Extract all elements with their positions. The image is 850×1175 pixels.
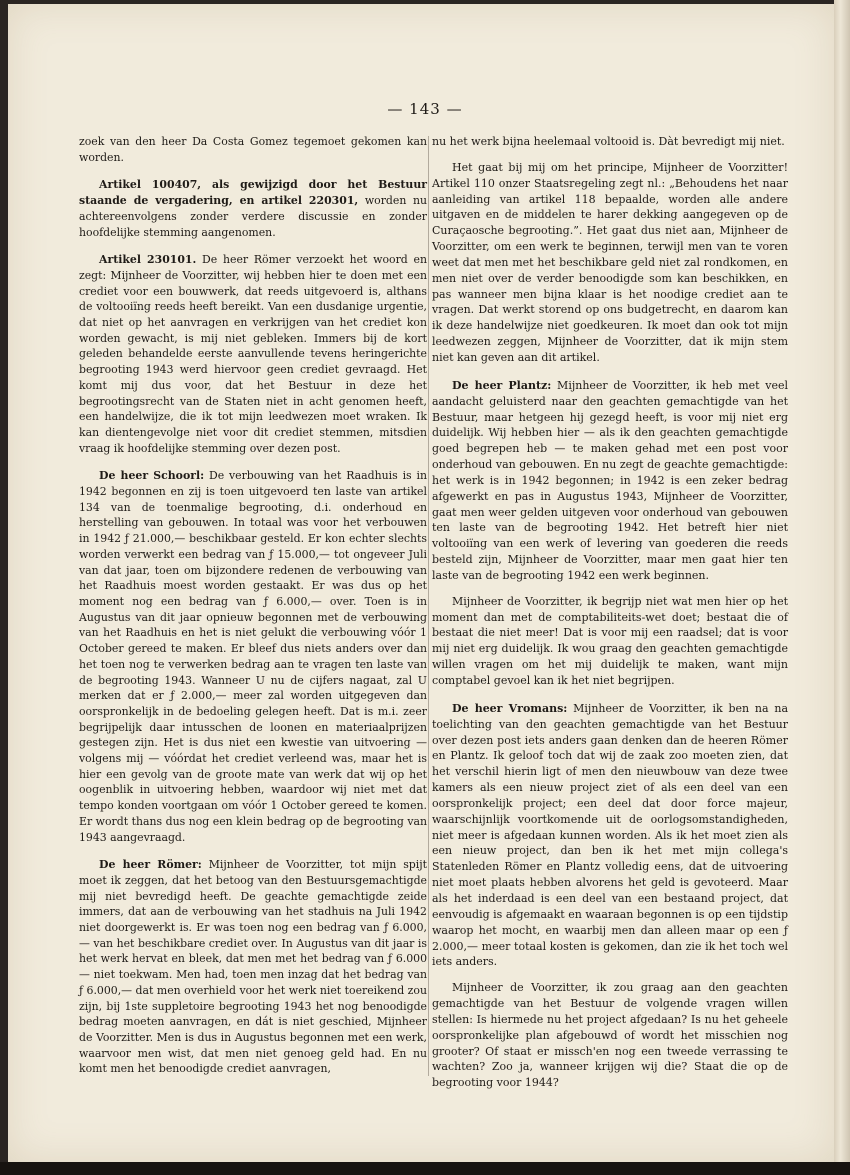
right-column (432, 134, 788, 1091)
paragraph: De heer Plantz: Mijnheer de Voorzitter, ik heb met veel aandacht geluisterd naar den geachten gemachtigde van het Bestuur, maar hetgeen hij gezegd heeft, is voor mij niet erg duidelijk. Wij hebben hier — als ik den geachten gemachtigde goed begrepen heb — te maken gehad met een post voor onderhoud van gebouwen. En nu zegt de geachte gemachtigde: het werk is in 1942 begonnen; in 1942 is een zeker bedrag afgewerkt en pas in Augustus 1943, Mijnheer de Voorzitter, gaat men weer gelden uitgeven voor onderhoud van gebouwen ten laste van de begrooting 1942. Het betreft hier niet voltooiïng van een werk of levering van goederen die reeds besteld zijn, Mijnheer de Voorzitter, maar men gaat hier ten laste van de begrooting 1942 een werk beginnen. (432, 378, 789, 582)
paragraph: De heer Vromans: Mijnheer de Voorzitter, ik ben na na toelichting van den geachten gemachtigde van het Bestuur over dezen post iets anders gaan denken dan de heeren Römer en Plantz. Ik geloof toch dat wij de zaak zoo moeten zien, dat het verschil hierin ligt of men den nieuwbouw van deze twee kamers als een nieuw project ziet of als een deel van een oorspronkelijk project; een deel dat door force majeur, waarschijnlijk voortkomende uit de oorlogsomstandigheden, niet meer is afgedaan kunnen worden. Als ik het moet zien als een nieuw project, dan ben ik het met mijn collega's Statenleden Römer en Plantz volledig eens, dat de uitvoering niet moet plaats hebben alvorens het geld is gevoteerd. Maar als het inderdaad is een deel van een bestaand project, dat eenvoudig is afgemaakt en waaraan begonnen is op een tijdstip waarop het mocht, en waarbij men dan alleen maar op een ƒ 2.000,— meer totaal kosten is gekomen, dan zie ik het toch wel iets anders. (432, 701, 789, 969)
speaker-label: Artikel 100407, als gewijzigd door het Bestuur staande de vergadering, en artikel 220301, (79, 178, 427, 208)
scan-border-bottom (0, 1162, 850, 1175)
paragraph: Artikel 230101. De heer Römer verzoekt het woord en zegt: Mijnheer de Voorzitter, wij hebben hier te doen met een crediet voor een bouwwerk, dat reeds uitgevoerd is, althans de voltooiïng reeds heeft bereikt. Van een dusdanige urgentie, dat niet op het aanvragen en verkrijgen van het crediet kon worden gewacht, is mij niet gebleken. Immers bij de kort geleden behandelde eerste aanvullende tevens heringerichte begrooting 1943 werd hiervoor geen crediet gevraagd. Het komt mij dus voor, dat het Bestuur in deze het begrootingsrecht van de Staten niet in acht genomen heeft, een handelwijze, die ik tot mijn leedwezen moet wraken. Ik kan dientengevolge niet voor dit crediet stemmen, mitsdien vraag ik hoofdelijke stemming over dezen post. (79, 253, 427, 455)
left-column (79, 134, 427, 1077)
paragraph: De heer Römer: Mijnheer de Voorzitter, tot mijn spijt moet ik zeggen, dat het betoog van den Bestuursgemachtigde mij niet bevredigd heeft. De geachte gemachtigde zeide immers, dat aan de verbouwing van het stadhuis na Juli 1942 niet doorgewerkt is. Er was toen nog een bedrag van ƒ 6.000,— van het beschikbare crediet over. In Augustus van dit jaar is het werk hervat en bleek, dat men met het bedrag van ƒ 6.000— niet toekwam. Men had, toen men inzag dat het bedrag van ƒ 6.000,— dat men overhield voor het werk niet toereikend zou zijn, bij 1ste suppletoire begrooting 1943 het nog benoodigde bedrag moeten aanvragen, en dát is niet geschied, Mijnheer de Voorzitter. Men is dus in Augustus begonnen met een werk, waarvoor men wist, dat men niet genoeg geld had. En nu komt men het benoodigde crediet aanvragen, (79, 858, 428, 1076)
paragraph: Mijnheer de Voorzitter, ik zou graag aan den geachten gemachtigde van het Bestuur de volgende vragen willen stellen: Is hiermede nu het project afgedaan? Is nu het geheele oorspronkelijke plan afgebouwd of wordt het misschien nog grooter? Of staat er missch'en nog een tweede verrassing te wachten? Zoo ja, wanneer krijgen wij die? Staat die op de begrooting voor 1944? (432, 981, 788, 1090)
page-edge-right (834, 0, 850, 1175)
speaker-label: De heer Römer: (99, 858, 202, 872)
paragraph: zoek van den heer Da Costa Gomez tegemoet gekomen kan worden. (79, 135, 427, 164)
paragraph: De heer Schoorl: De verbouwing van het Raadhuis is in 1942 begonnen en zij is toen uitgevoerd ten laste van artikel 134 van de toenmalige begrooting, d.i. onderhoud en herstelling van gebouwen. In totaal was voor het verbouwen in 1942 ƒ 21.000,— beschikbaar gesteld. Er kon echter slechts worden verwerkt een bedrag van ƒ 15.000,— tot ongeveer Juli van dat jaar, toen om bijzondere redenen de verbouwing van het Raadhuis moest worden gestaakt. Er was dus op het moment nog een bedrag van ƒ 6.000,— over. Toen is in Augustus van dit jaar opnieuw begonnen met de verbouwing van het Raadhuis en het is niet gelukt die verbouwing vóór 1 October gereed te maken. Er bleef dus niets anders over dan het toen nog te verwerken bedrag aan te vragen ten laste van de begrooting 1943. Wanneer U nu de cijfers nagaat, zal U merken dat er ƒ 2.000,— meer zal worden uitgegeven dan oorspronkelijk in de bedoeling gelegen heeft. Dat is m.i. zeer begrijpelijk daar intusschen de loonen en materiaalprijzen gestegen zijn. Het is dus niet een kwestie van uitvoering — volgens mij — vóórdat het crediet verleend was, maar het is hier een gevolg van de groote mate van werk dat wij op het oogenblik in uitvoering hebben, waardoor wij niet met dat tempo konden voortgaan om vóór 1 October gereed te komen. Er wordt thans dus nog een klein bedrag op de begrooting van 1943 aangevraagd. (79, 469, 427, 844)
paragraph: nu het werk bijna heelemaal voltooid is. Dàt bevredigt mij niet. (432, 135, 785, 148)
speaker-label: De heer Plantz: (452, 378, 552, 392)
paragraph: Het gaat bij mij om het principe, Mijnheer de Voorzitter! Artikel 110 onzer Staatsregeling zegt nl.: „Behoudens het naar aanleiding van artikel 118 bepaalde, worden alle andere uitgaven en de middelen te harer dekking aangegeven op de Curaçaosche begrooting.”. Het gaat dus niet aan, Mijnheer de Voorzitter, om een werk te beginnen, terwijl men van te voren weet dat men met het beschikbare geld niet zal rondkomen, en men niet over de verder benoodigde som kan beschikken, en pas wanneer men bijna klaar is het noodige crediet aan te vragen. Dat werkt storend op ons budgetrecht, en daarom kan ik deze handelwijze niet goedkeuren. Ik moet dan ook tot mijn leedwezen zeggen, Mijnheer de Voorzitter, dat ik mijn stem niet kan geven aan dit artikel. (432, 160, 788, 364)
paragraph: Mijnheer de Voorzitter, ik begrijp niet wat men hier op het moment dan met de comptabiliteits-wet doet; bestaat die of bestaat die niet meer! Dat is voor mij een raadsel; dat is voor mij niet erg duidelijk. Ik wou graag den geachten gemachtigde willen vragen om het mij duidelijk te maken, want mijn comptabel gevoel kan ik het niet begrijpen. (432, 594, 788, 687)
speaker-label: De heer Vromans: (452, 701, 568, 715)
page-number: — 143 — (387, 100, 463, 118)
paragraph: Artikel 100407, als gewijzigd door het Bestuur staande de vergadering, en artikel 220301, worden nu achtereenvolgens zonder verdere discussie en zonder hoofdelijke stemming aangenomen. (79, 178, 427, 239)
speaker-label: De heer Schoorl: (99, 469, 205, 483)
column-divider (428, 136, 429, 1076)
speaker-label: Artikel 230101. (99, 253, 197, 267)
